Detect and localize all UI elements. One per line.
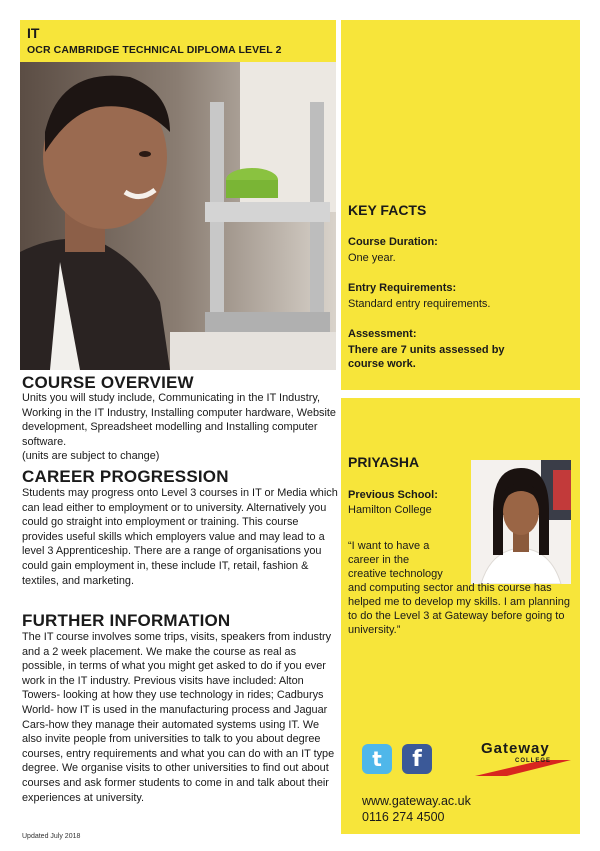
course-title: IT <box>27 25 40 41</box>
assessment-label: Assessment: <box>348 328 417 340</box>
school-label: Previous School: <box>348 489 438 501</box>
course-overview-text <box>22 391 340 464</box>
career-progression-heading: CAREER PROGRESSION <box>22 467 229 486</box>
course-header <box>20 20 336 62</box>
student-panel <box>341 398 580 834</box>
quote-line-3: creative technology <box>348 568 443 580</box>
course-overview-heading: COURSE OVERVIEW <box>22 373 194 392</box>
twitter-icon[interactable]: t <box>362 744 392 774</box>
duration-value: One year. <box>348 252 396 264</box>
school-value: Hamilton College <box>348 504 432 516</box>
logo-name: Gateway <box>481 740 550 757</box>
entry-label: Entry Requirements: <box>348 282 457 294</box>
course-overview-note: (units are subject to change) <box>22 450 160 463</box>
course-subtitle: OCR CAMBRIDGE TECHNICAL DIPLOMA LEVEL 2 <box>27 44 282 56</box>
website-link[interactable]: www.gateway.ac.uk <box>362 794 471 808</box>
logo-tag: COLLEGE <box>515 758 552 764</box>
key-facts-panel <box>341 20 580 390</box>
quote-line-1: “I want to have a <box>348 540 430 552</box>
career-progression-text: Students may progress onto Level 3 courses in IT or Media which can lead either to employment or to university. Alternatively you could go straight into employment or training. This course provides useful skills which employers value and may lead to a level 3 Apprenticeship. There are a range of organisations you could gain employment in, these include IT, retail, fashion & textiles, and marketing. <box>22 487 338 587</box>
further-information-heading: FURTHER INFORMATION <box>22 611 231 630</box>
entry-value: Standard entry requirements. <box>348 298 491 310</box>
student-photo <box>20 62 336 370</box>
facebook-icon[interactable]: f <box>402 744 432 774</box>
testimonial-quote <box>348 539 573 637</box>
student-name: PRIYASHA <box>348 454 420 470</box>
duration-label: Course Duration: <box>348 236 438 248</box>
course-overview-body: Units you will study include, Communicating in the IT Industry, Working in the IT Industry, Installing computer hardware, Website development, Spreadsheet modelling and Installing computer software. <box>22 392 336 448</box>
further-information-text: The IT course involves some trips, visits, speakers from industry and a 2 week placement. We make the course as real as possible, in terms of what you might get asked to do if you ever work in the IT industry. Previous visits have included: Alton Towers- looking at how they use technology in rides; Cadburys World- how IT is used in the manufacturing process and Jaguar Cars-how they manage their automated systems using IT. We also invite people from universities to talk to you about degree courses, entry requirements and what you can do with an IT type degree. We organise visits to other universities to find out about courses and ask former students to come in and talk about their experiences at university. <box>22 631 335 804</box>
updated-date: Updated July 2018 <box>22 833 81 840</box>
quote-rest: and computing sector and this course has helped me to develop my skills. I am planning to do the Level 3 at Gateway before going to university.” <box>348 582 570 636</box>
assessment-value: There are 7 units assessed by course work. <box>348 344 505 370</box>
quote-line-2: career in the <box>348 554 410 566</box>
gateway-logo <box>473 740 573 778</box>
student-with-printer-image <box>20 62 336 370</box>
key-facts-title: KEY FACTS <box>348 202 427 218</box>
phone-number: 0116 274 4500 <box>362 810 445 824</box>
